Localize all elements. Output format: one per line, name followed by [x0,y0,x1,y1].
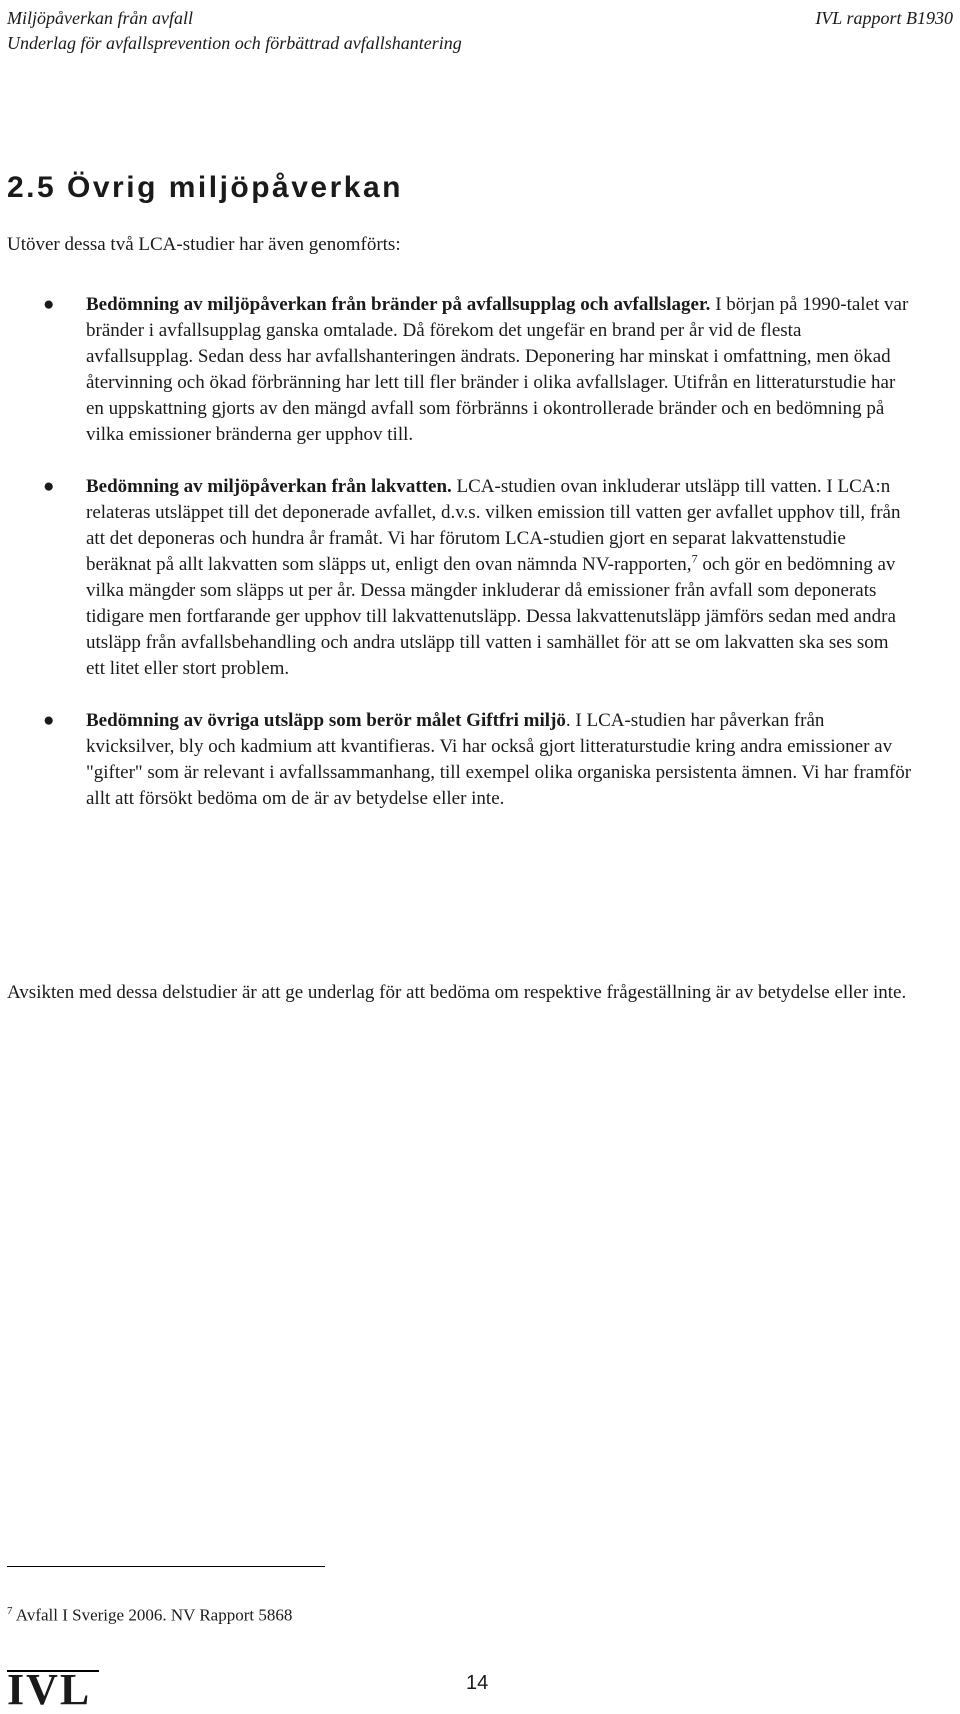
header-report-id: IVL rapport B1930 [815,8,953,28]
footnote [7,1600,292,1627]
page-header [7,6,953,56]
ivl-logo: IVL [7,1665,92,1714]
footnote-divider [7,1566,325,1567]
bullet-text-continued: och gör en bedömning av vilka mängder som släpps ut per år. Dessa mängder inkluderar då emissioner från avfall som deponerats tidigare men fortfarande ger upphov till lakvattenutsläpp. Dessa lakvattenutsläpp jämförs sedan med andra utsläpp från avfallsbehandling och andra utsläpp till vatten i samhället för att se om lakvatten ska ses som ett litet eller stort problem. [86,554,896,679]
bullet-text: . I LCA-studien har påverkan från kvicksilver, bly och kadmium att kvantifieras. Vi har också gjort litteraturstudie kring andra emissioner av "gifter" som är relevant i avfallssammanhang, till exempel olika organiska persistenta ämnen. Vi har framför allt att försökt bedöma om de är av betydelse eller inte. [86,710,912,809]
list-item [0,708,960,812]
closing-paragraph: Avsikten med dessa delstudier är att ge underlag för att bedöma om respektive frågeställning är av betydelse eller inte. [7,982,907,1003]
bullet-icon: ● [43,710,55,731]
list-item [0,292,960,448]
list-item [0,474,960,682]
footnote-number: 7 [7,1605,13,1617]
intro-paragraph: Utöver dessa två LCA-studier har även genomförts: [7,234,401,255]
bullet-text: LCA-studien ovan inkluderar utsläpp till vatten. I LCA:n relateras utsläppet till det deponerade avfallet, d.v.s. vilken emission till vatten ger avfallet upphov till, från att det deponeras och hundra år framåt. Vi har förutom LCA-studien gjort en separat lakvattenstudie beräknat på allt lakvatten som släpps ut, enligt den ovan nämnda NV-rapporten, [86,476,901,575]
bullet-heading: Bedömning av miljöpåverkan från bränder på avfallsupplag och avfallslager. [86,294,711,315]
footnote-reference[interactable]: 7 [691,551,698,566]
bullet-list [0,292,960,838]
footnote-text: Avfall I Sverige 2006. NV Rapport 5868 [12,1605,293,1625]
section-title: 2.5 Övrig miljöpåverkan [7,171,403,204]
bullet-heading: Bedömning av övriga utsläpp som berör målet Giftfri miljö [86,710,566,731]
header-title: Miljöpåverkan från avfall [7,8,193,28]
bullet-icon: ● [43,476,55,497]
page-number: 14 [466,1672,489,1694]
header-subtitle: Underlag för avfallsprevention och förbättrad avfallshantering [7,33,462,53]
bullet-heading: Bedömning av miljöpåverkan från lakvatten. [86,476,452,497]
bullet-text: I början på 1990-talet var bränder i avfallsupplag ganska omtalade. Då förekom det ungefär en brand per år vid de flesta avfallsupplag. Sedan dess har avfallshanteringen ändrats. Deponering har minskat i omfattning, men ökad återvinning och ökad förbränning har lett till fler bränder i olika avfallslager. Utifrån en litteraturstudie har en uppskattning gjorts av den mängd avfall som förbränns i okontrollerade bränder och en bedömning på vilka emissioner bränderna ger upphov till. [86,294,909,445]
bullet-icon: ● [43,294,55,315]
